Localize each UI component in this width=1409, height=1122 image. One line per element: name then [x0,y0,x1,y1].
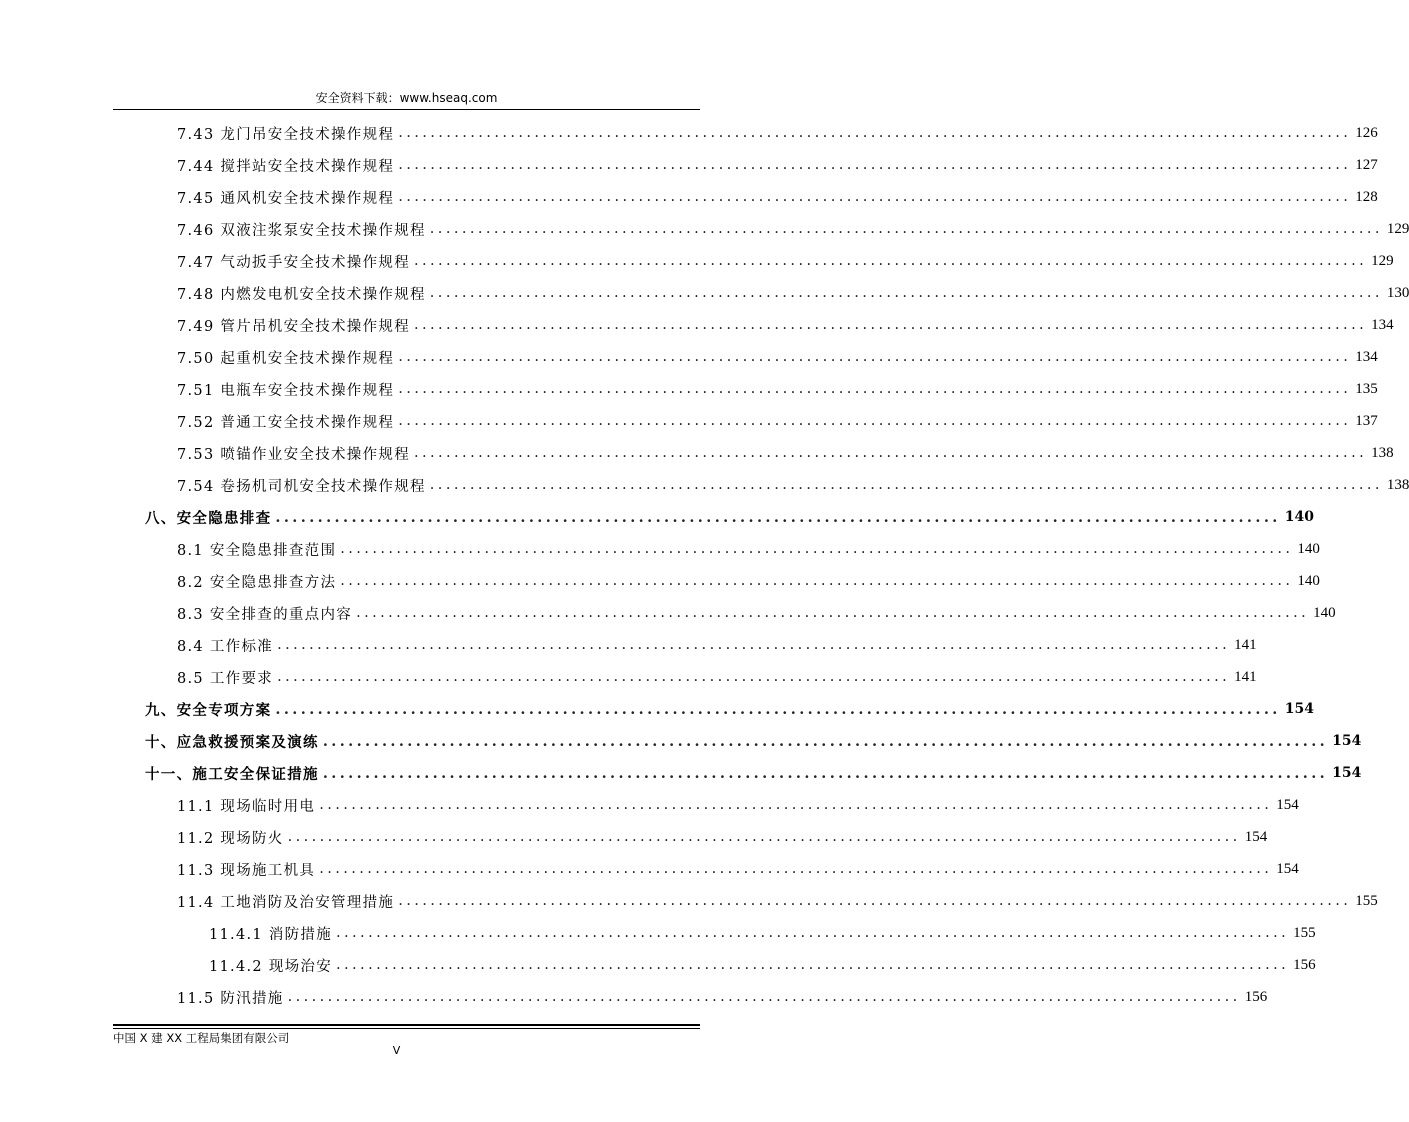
toc-entry[interactable] [177,886,1378,916]
toc-entry-title: 7.47 气动扳手安全技术操作规程 [177,254,410,271]
toc-entry-page: 154 [1276,860,1299,877]
toc-entry-page: 130 [1386,284,1409,301]
toc-entry-page: 141 [1234,636,1257,653]
toc-entry-page: 156 [1293,956,1316,973]
toc-entry[interactable] [177,662,1257,692]
toc-leader-dots: ....................................................................................................................... [340,541,1294,557]
toc-entry-title: 7.48 内燃发电机安全技术操作规程 [177,286,426,303]
toc-entry-page: 154 [1332,733,1362,749]
toc-leader-dots: ....................................................................................................................... [287,989,1241,1005]
toc-leader-dots: ....................................................................................................................... [277,637,1231,653]
toc-leader-dots: ....................................................................................................................... [398,157,1352,173]
toc-entry-title: 7.51 电瓶车安全技术操作规程 [177,382,395,399]
toc-entry[interactable] [145,502,1314,532]
toc-entry-title: 8.5 工作要求 [177,670,274,687]
page-header: 安全资料下载：www.hseaq.com [315,91,498,105]
toc-entry[interactable] [145,758,1362,788]
toc-leader-dots: ....................................................................................................................... [398,381,1352,397]
toc-entry[interactable] [177,630,1257,660]
toc-entry[interactable] [177,310,1394,340]
toc-entry-title: 7.43 龙门吊安全技术操作规程 [177,126,395,143]
toc-entry-title: 11.1 现场临时用电 [177,798,316,815]
toc-entry[interactable] [177,150,1378,180]
toc-entry[interactable] [177,406,1378,436]
toc-entry[interactable] [177,982,1268,1012]
toc-entry-page: 154 [1244,828,1268,845]
toc-entry-page: 126 [1355,124,1378,141]
toc-leader-dots: ....................................................................................................................... [275,700,1281,718]
toc-entry-page: 154 [1284,701,1314,717]
toc-leader-dots: ....................................................................................................................... [429,477,1383,493]
toc-entry-page: 154 [1332,765,1362,781]
toc-entry[interactable] [177,374,1378,404]
toc-entry-page: 156 [1244,988,1268,1005]
toc-entry-page: 138 [1371,444,1394,461]
toc-entry[interactable] [177,566,1320,596]
toc-leader-dots: ....................................................................................................................... [287,829,1241,845]
toc-entry-page: 134 [1371,316,1394,333]
toc-entry-title: 7.49 管片吊机安全技术操作规程 [177,318,410,335]
toc-entry-title: 11.5 防汛措施 [177,990,284,1007]
toc-entry-title: 7.44 搅拌站安全技术操作规程 [177,158,395,175]
toc-entry[interactable] [177,822,1268,852]
toc-entry-title: 八、安全隐患排查 [145,509,272,527]
toc-entry-title: 十、应急救援预案及演练 [145,733,319,751]
toc-entry-title: 7.46 双液注浆泵安全技术操作规程 [177,222,426,239]
toc-entry-page: 155 [1293,924,1316,941]
toc-entry-page: 135 [1355,380,1378,397]
toc-leader-dots: ....................................................................................................................... [398,125,1352,141]
toc-leader-dots: ....................................................................................................................... [356,605,1310,621]
toc-entry[interactable] [177,854,1299,884]
toc-leader-dots: ....................................................................................................................... [398,349,1352,365]
toc-entry[interactable] [177,470,1409,500]
toc-entry-page: 127 [1355,156,1378,173]
toc-entry-title: 8.4 工作标准 [177,638,274,655]
toc-entry-title: 7.50 起重机安全技术操作规程 [177,350,395,367]
toc-entry-page: 137 [1355,412,1378,429]
toc-entry[interactable] [209,950,1316,980]
toc-leader-dots: ....................................................................................................................... [414,445,1368,461]
toc-entry-page: 154 [1276,796,1299,813]
toc-leader-dots: ....................................................................................................................... [275,508,1281,526]
toc-leader-dots: ....................................................................................................................... [414,317,1368,333]
toc-entry-title: 7.54 卷扬机司机安全技术操作规程 [177,478,426,495]
toc-leader-dots: ....................................................................................................................... [429,285,1383,301]
toc-leader-dots: ....................................................................................................................... [340,573,1294,589]
toc-entry-title: 11.4 工地消防及治安管理措施 [177,894,395,911]
toc-leader-dots: ....................................................................................................................... [414,253,1368,269]
toc-entry[interactable] [209,918,1316,948]
toc-entry-page: 141 [1234,668,1257,685]
toc-entry[interactable] [145,694,1314,724]
toc-entry-title: 8.2 安全隐患排查方法 [177,574,337,591]
toc-leader-dots: ....................................................................................................................... [398,893,1352,909]
header-rule [113,109,700,110]
toc-leader-dots: ....................................................................................................................... [277,669,1231,685]
toc-entry[interactable] [145,726,1362,756]
toc-entry-title: 7.53 喷锚作业安全技术操作规程 [177,446,410,463]
toc-entry[interactable] [177,534,1320,564]
toc-entry-page: 140 [1313,604,1336,621]
toc-entry-title: 11.3 现场施工机具 [177,862,316,879]
toc-entry-page: 155 [1355,892,1378,909]
toc-entry-title: 8.1 安全隐患排查范围 [177,542,337,559]
toc-entry-page: 128 [1355,188,1378,205]
footer-rule-thin [113,1028,700,1029]
toc-leader-dots: ....................................................................................................................... [319,797,1273,813]
toc-leader-dots: ....................................................................................................................... [398,189,1352,205]
toc-entry-title: 8.3 安全排查的重点内容 [177,606,353,623]
toc-entry-page: 129 [1386,220,1409,237]
toc-entry[interactable] [177,598,1336,628]
toc-entry-page: 140 [1297,540,1320,557]
toc-entry-title: 九、安全专项方案 [145,701,272,719]
toc-entry-title: 7.52 普通工安全技术操作规程 [177,414,395,431]
toc-entry[interactable] [177,438,1394,468]
toc-entry-title: 7.45 通风机安全技术操作规程 [177,190,395,207]
toc-leader-dots: ....................................................................................................................... [429,221,1383,237]
page-number: V [392,1044,401,1057]
toc-entry[interactable] [177,182,1378,212]
toc-entry-title: 11.4.2 现场治安 [209,958,333,975]
toc-entry-page: 129 [1371,252,1394,269]
toc-leader-dots: ....................................................................................................................... [336,957,1290,973]
toc-entry[interactable] [177,342,1378,372]
footer-company: 中国 X 建 XX 工程局集团有限公司 [113,1031,290,1045]
toc-entry-title: 11.2 现场防火 [177,830,284,847]
toc-leader-dots: ....................................................................................................................... [398,413,1352,429]
toc-entry[interactable] [177,118,1378,148]
toc-entry[interactable] [177,790,1299,820]
toc-entry-page: 140 [1297,572,1320,589]
toc-entry[interactable] [177,246,1394,276]
toc-entry-title: 11.4.1 消防措施 [209,926,333,943]
footer-rule-thick [113,1024,700,1026]
toc-entry[interactable] [177,214,1409,244]
toc-entry[interactable] [177,278,1409,308]
toc-entry-title: 十一、施工安全保证措施 [145,765,319,783]
toc-leader-dots: ....................................................................................................................... [322,732,1329,750]
toc-entry-page: 134 [1355,348,1378,365]
toc-entry-page: 140 [1284,509,1314,525]
toc-entry-page: 138 [1386,476,1409,493]
toc-leader-dots: ....................................................................................................................... [336,925,1290,941]
toc-leader-dots: ....................................................................................................................... [322,764,1329,782]
toc-leader-dots: ....................................................................................................................... [319,861,1273,877]
